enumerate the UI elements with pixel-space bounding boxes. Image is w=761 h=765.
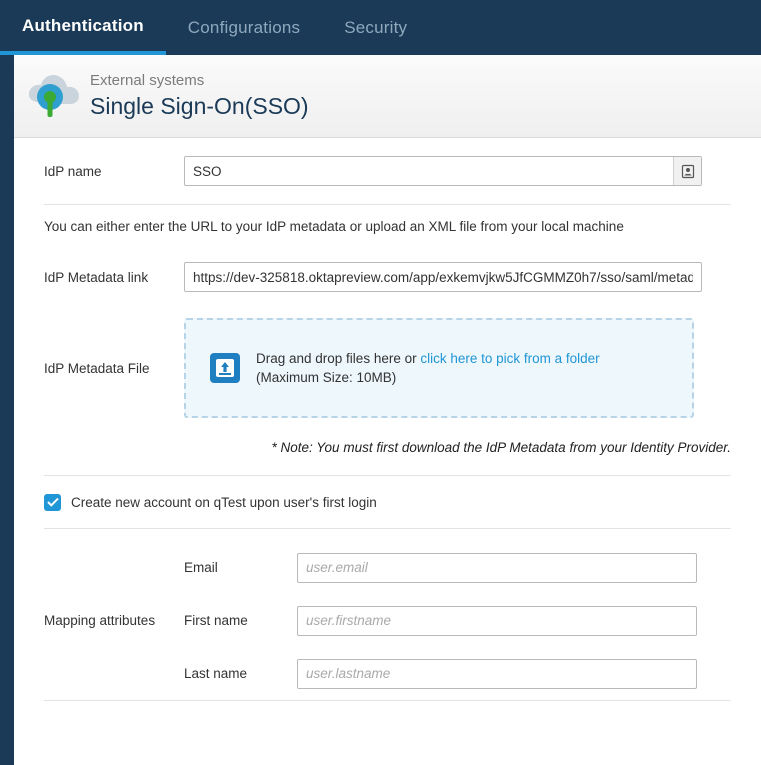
mapping-email-input[interactable] bbox=[297, 553, 697, 583]
tab-authentication-label: Authentication bbox=[22, 15, 144, 35]
dropzone-max-size: (Maximum Size: 10MB) bbox=[256, 370, 397, 385]
mapping-last-name-label: Last name bbox=[184, 666, 248, 681]
dropzone-text bbox=[256, 349, 600, 387]
mapping-rows bbox=[184, 541, 731, 700]
tab-configurations[interactable] bbox=[166, 0, 322, 55]
cloud-logo-icon bbox=[24, 68, 84, 124]
tab-configurations-label: Configurations bbox=[187, 17, 301, 37]
idp-metadata-file-row bbox=[14, 304, 761, 424]
file-dropzone[interactable] bbox=[184, 318, 694, 418]
idp-name-row bbox=[14, 138, 761, 204]
idp-name-label: IdP name bbox=[44, 163, 102, 179]
divider-4 bbox=[44, 700, 731, 701]
idp-metadata-link-input-wrapper bbox=[184, 262, 702, 292]
dropzone-main-text: Drag and drop files here or bbox=[256, 351, 421, 366]
idp-name-input-wrapper bbox=[184, 156, 702, 186]
mapping-email-input-wrapper bbox=[297, 553, 697, 583]
upload-file-icon bbox=[208, 351, 242, 385]
mapping-first-name-input[interactable] bbox=[297, 606, 697, 636]
sso-settings-form bbox=[14, 138, 761, 765]
tab-authentication[interactable] bbox=[0, 0, 166, 55]
create-account-row bbox=[14, 476, 761, 528]
breadcrumb: External systems bbox=[90, 72, 205, 89]
id-card-icon[interactable] bbox=[673, 157, 701, 185]
idp-metadata-link-label: IdP Metadata link bbox=[44, 269, 149, 285]
mapping-row-first-name bbox=[184, 594, 731, 647]
mapping-row-email bbox=[184, 541, 731, 594]
page-header bbox=[14, 55, 761, 138]
page-body bbox=[0, 55, 761, 765]
create-account-checkbox[interactable] bbox=[44, 494, 61, 511]
mapping-last-name-input-wrapper bbox=[297, 659, 697, 689]
mapping-email-label: Email bbox=[184, 560, 218, 575]
mapping-attributes-block bbox=[14, 529, 761, 700]
idp-metadata-file-label: IdP Metadata File bbox=[44, 360, 150, 376]
left-rail bbox=[0, 55, 14, 765]
mapping-last-name-input[interactable] bbox=[297, 659, 697, 689]
pick-folder-link[interactable]: click here to pick from a folder bbox=[420, 351, 600, 366]
page-title: Single Sign-On(SSO) bbox=[90, 93, 309, 119]
mapping-first-name-label: First name bbox=[184, 613, 248, 628]
create-account-label: Create new account on qTest upon user's first login bbox=[71, 494, 377, 510]
idp-metadata-link-input[interactable] bbox=[184, 262, 702, 292]
idp-metadata-link-row bbox=[14, 250, 761, 304]
header-text-block bbox=[90, 71, 309, 121]
tab-security-label: Security bbox=[344, 17, 408, 37]
mapping-attributes-label: Mapping attributes bbox=[44, 613, 156, 628]
top-navigation-bar bbox=[0, 0, 761, 55]
idp-name-input[interactable] bbox=[184, 156, 702, 186]
mapping-row-last-name bbox=[184, 647, 731, 700]
mapping-first-name-input-wrapper bbox=[297, 606, 697, 636]
tab-security[interactable] bbox=[322, 0, 429, 55]
metadata-footnote: * Note: You must first download the IdP Metadata from your Identity Provider. bbox=[271, 440, 731, 455]
metadata-help-text: You can either enter the URL to your IdP metadata or upload an XML file from your local machine bbox=[44, 219, 624, 234]
